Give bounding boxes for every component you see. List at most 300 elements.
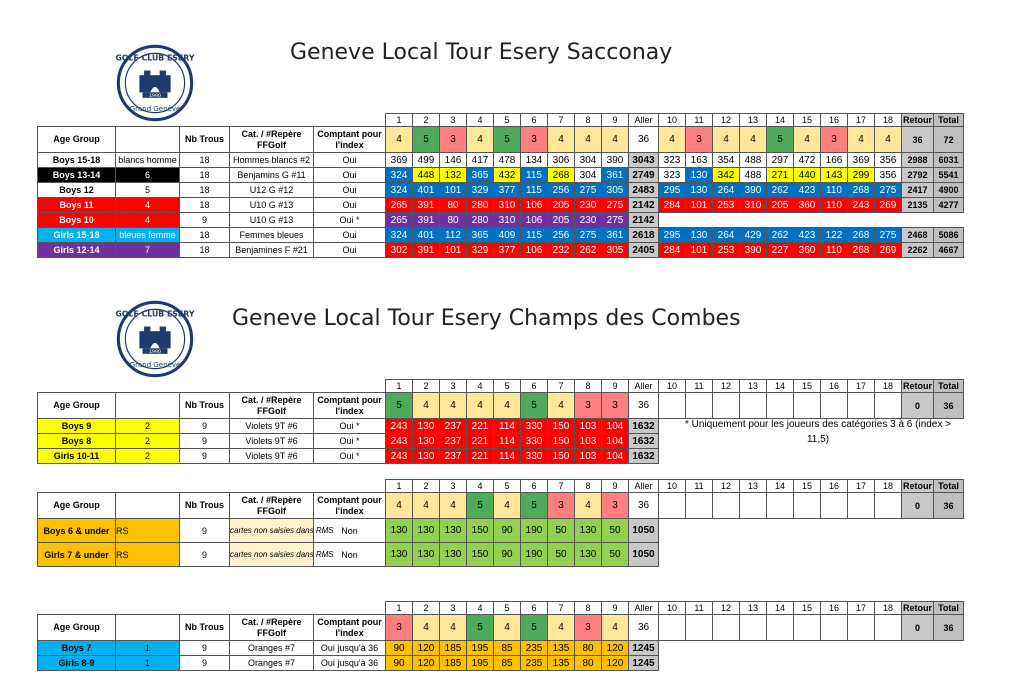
- hole-distance: 235: [521, 656, 548, 671]
- par-aller: 36: [629, 493, 659, 519]
- hole-number: 14: [767, 602, 794, 615]
- hole-distance: 190: [521, 519, 548, 543]
- spacer: [794, 656, 821, 671]
- par-value: 4: [440, 493, 467, 519]
- hole-distance: 264: [713, 228, 740, 243]
- spacer: [821, 543, 848, 567]
- hole-distance: 275: [602, 213, 629, 228]
- retour-total: 2262: [902, 243, 934, 258]
- hole-distance: 391: [413, 243, 440, 258]
- hole-distance: 472: [794, 153, 821, 168]
- tee-color: 1: [116, 656, 180, 671]
- spacer: [875, 519, 902, 543]
- hole-distance: 269: [875, 198, 902, 213]
- hole-distance: 130: [575, 543, 602, 567]
- hole-number: 11: [686, 380, 713, 393]
- aller-total: 1245: [629, 641, 659, 656]
- hole-distance: 115: [521, 183, 548, 198]
- hole-number: 2: [413, 602, 440, 615]
- hole-distance: 135: [548, 641, 575, 656]
- hole-distance: 114: [494, 434, 521, 449]
- spacer: [659, 419, 686, 434]
- hole-distance: 132: [440, 168, 467, 183]
- comptant: Oui: [314, 243, 386, 258]
- spacer: [794, 519, 821, 543]
- spacer: [740, 641, 767, 656]
- par-value: 4: [494, 393, 521, 419]
- retour-total: 2468: [902, 228, 934, 243]
- spacer: [314, 602, 386, 615]
- hole-number: 11: [686, 114, 713, 127]
- aller-header: Aller: [629, 114, 659, 127]
- hole-distance: 106: [521, 243, 548, 258]
- section-title-combes: Geneve Local Tour Esery Champs des Combes: [232, 306, 741, 331]
- club-logo: [116, 300, 194, 378]
- hole-distance: 323: [659, 168, 686, 183]
- hole-distance: 101: [686, 243, 713, 258]
- hole-number: 15: [794, 602, 821, 615]
- hole-distance: 243: [386, 419, 413, 434]
- comptant-header: Comptant pour l'index: [314, 615, 386, 641]
- age-group-header: Age Group: [38, 393, 116, 419]
- hole-distance: 122: [821, 228, 848, 243]
- hole-distance: 310: [740, 198, 767, 213]
- hole-number: 6: [521, 114, 548, 127]
- spacer: [686, 543, 713, 567]
- hole-distance: 50: [602, 543, 629, 567]
- hole-number: 13: [740, 602, 767, 615]
- hole-distance: 268: [848, 183, 875, 198]
- age-group-header: Age Group: [38, 615, 116, 641]
- hole-number: 1: [386, 380, 413, 393]
- hole-number: 10: [659, 480, 686, 493]
- spacer: [740, 213, 767, 228]
- hole-number: 2: [413, 114, 440, 127]
- hole-distance: 488: [740, 168, 767, 183]
- grand-total: 5541: [934, 168, 964, 183]
- tee-color: 5: [116, 183, 180, 198]
- hole-number: 18: [875, 380, 902, 393]
- age-group: Girls 8-9: [38, 656, 116, 671]
- hole-distance: 253: [713, 243, 740, 258]
- hole-distance: 377: [494, 243, 521, 258]
- par-value: 4: [440, 615, 467, 641]
- hole-distance: 329: [467, 183, 494, 198]
- spacer: [740, 449, 767, 464]
- hole-distance: 417: [467, 153, 494, 168]
- hole-number: 16: [821, 114, 848, 127]
- hole-distance: 391: [413, 198, 440, 213]
- hole-distance: 130: [686, 168, 713, 183]
- hole-number: 6: [521, 480, 548, 493]
- spacer: [659, 656, 686, 671]
- svg-text:GOLF CLUB ESERY: GOLF CLUB ESERY: [115, 53, 195, 63]
- hole-distance: 163: [686, 153, 713, 168]
- par-value: 4: [413, 493, 440, 519]
- nb-trous: 9: [180, 543, 230, 567]
- par-value: 4: [467, 127, 494, 153]
- spacer: [848, 656, 875, 671]
- hole-number: 3: [440, 114, 467, 127]
- nb-trous-header: Nb Trous: [180, 493, 230, 519]
- hole-number: 6: [521, 602, 548, 615]
- spacer: [767, 656, 794, 671]
- hole-distance: 310: [494, 213, 521, 228]
- hole-distance: 101: [440, 243, 467, 258]
- comptant-header: Comptant pour l'index: [314, 127, 386, 153]
- par-value: 4: [740, 127, 767, 153]
- spacer: [794, 641, 821, 656]
- age-group: Girls 10-11: [38, 449, 116, 464]
- par-value: 4: [548, 615, 575, 641]
- spacer: [767, 519, 794, 543]
- par-value: 3: [575, 615, 602, 641]
- age-group: Girls 7 & under: [38, 543, 116, 567]
- spacer: [875, 656, 902, 671]
- hole-number: 14: [767, 380, 794, 393]
- empty-cell: [740, 393, 767, 419]
- hole-distance: 265: [386, 198, 413, 213]
- hole-distance: 80: [440, 213, 467, 228]
- hole-distance: 324: [386, 168, 413, 183]
- hole-distance: 103: [575, 449, 602, 464]
- spacer: [314, 114, 386, 127]
- hole-distance: 356: [875, 153, 902, 168]
- spacer: [38, 480, 116, 493]
- spacer: [821, 213, 848, 228]
- nb-trous-header: Nb Trous: [180, 615, 230, 641]
- hole-distance: 135: [548, 656, 575, 671]
- spacer: [902, 213, 934, 228]
- spacer: [230, 114, 314, 127]
- hole-number: 5: [494, 114, 521, 127]
- hole-distance: 130: [686, 183, 713, 198]
- hole-number: 16: [821, 602, 848, 615]
- spacer: [902, 449, 934, 464]
- hole-distance: 330: [521, 434, 548, 449]
- nb-trous: 18: [180, 153, 230, 168]
- par-value: 4: [413, 615, 440, 641]
- empty-cell: [848, 493, 875, 519]
- age-group: Boys 10: [38, 213, 116, 228]
- nb-trous: 9: [180, 434, 230, 449]
- category: cartes non saisies dans RMS: [230, 543, 314, 567]
- hole-distance: 284: [659, 243, 686, 258]
- category: Oranges #7: [230, 656, 314, 671]
- spacer: [116, 380, 180, 393]
- age-group: Boys 11: [38, 198, 116, 213]
- aller-total: 1245: [629, 656, 659, 671]
- par-value: 5: [521, 393, 548, 419]
- hole-distance: 90: [494, 543, 521, 567]
- hole-distance: 243: [386, 434, 413, 449]
- hole-distance: 305: [602, 183, 629, 198]
- hole-distance: 130: [440, 519, 467, 543]
- par-aller: 36: [629, 393, 659, 419]
- age-group-header: Age Group: [38, 127, 116, 153]
- spacer: [38, 114, 116, 127]
- par-retour: 0: [902, 393, 934, 419]
- par-value: 3: [440, 127, 467, 153]
- age-group-header: Age Group: [38, 493, 116, 519]
- age-group: Boys 12: [38, 183, 116, 198]
- nb-trous-header: Nb Trous: [180, 393, 230, 419]
- hole-distance: 50: [548, 543, 575, 567]
- par-value: 5: [386, 393, 413, 419]
- svg-text:Grand Genève: Grand Genève: [129, 360, 181, 370]
- hole-number: 7: [548, 114, 575, 127]
- par-value: 4: [548, 393, 575, 419]
- hole-number: 18: [875, 114, 902, 127]
- hole-distance: 409: [494, 228, 521, 243]
- hole-distance: 423: [794, 228, 821, 243]
- hole-distance: 190: [521, 543, 548, 567]
- hole-distance: 280: [467, 213, 494, 228]
- comptant: Oui: [314, 228, 386, 243]
- tee-header: [116, 493, 180, 519]
- hole-distance: 360: [794, 243, 821, 258]
- par-value: 4: [602, 615, 629, 641]
- tee-color: 2: [116, 449, 180, 464]
- comptant-header: Comptant pour l'index: [314, 493, 386, 519]
- empty-cell: [740, 493, 767, 519]
- spacer: [794, 543, 821, 567]
- hole-number: 13: [740, 380, 767, 393]
- par-value: 4: [875, 127, 902, 153]
- hole-number: 9: [602, 114, 629, 127]
- empty-cell: [875, 493, 902, 519]
- spacer: [314, 380, 386, 393]
- aller-total: 2749: [629, 168, 659, 183]
- hole-number: 12: [713, 480, 740, 493]
- hole-distance: 130: [413, 434, 440, 449]
- spacer: [38, 380, 116, 393]
- hole-distance: 391: [413, 213, 440, 228]
- aller-header: Aller: [629, 480, 659, 493]
- age-group: Boys 15-18: [38, 153, 116, 168]
- index-note: * Uniquement pour les joueurs des catégories 3 à 6 (index > 11,5): [685, 419, 951, 445]
- spacer: [875, 213, 902, 228]
- hole-number: 17: [848, 114, 875, 127]
- hole-distance: 205: [548, 198, 575, 213]
- aller-total: 2483: [629, 183, 659, 198]
- hole-distance: 448: [413, 168, 440, 183]
- nb-trous: 9: [180, 656, 230, 671]
- hole-distance: 90: [386, 656, 413, 671]
- hole-distance: 130: [413, 519, 440, 543]
- category: U10 G #13: [230, 198, 314, 213]
- spacer: [875, 543, 902, 567]
- aller-total: 1050: [629, 519, 659, 543]
- empty-cell: [794, 393, 821, 419]
- hole-distance: 365: [467, 168, 494, 183]
- empty-cell: [794, 615, 821, 641]
- hole-distance: 130: [413, 543, 440, 567]
- empty-cell: [713, 393, 740, 419]
- tee-color: 7: [116, 243, 180, 258]
- par-value: 3: [521, 127, 548, 153]
- category: Oranges #7: [230, 641, 314, 656]
- section-title-sacconay: Geneve Local Tour Esery Sacconay: [290, 40, 673, 65]
- spacer: [180, 114, 230, 127]
- category: cartes non saisies dans RMS: [230, 519, 314, 543]
- spacer: [686, 449, 713, 464]
- nb-trous: 9: [180, 213, 230, 228]
- category: Femmes bleues: [230, 228, 314, 243]
- hole-number: 15: [794, 480, 821, 493]
- spacer: [659, 641, 686, 656]
- hole-number: 8: [575, 380, 602, 393]
- hole-number: 10: [659, 602, 686, 615]
- hole-distance: 280: [467, 198, 494, 213]
- hole-number: 11: [686, 480, 713, 493]
- hole-distance: 232: [548, 243, 575, 258]
- hole-distance: 499: [413, 153, 440, 168]
- grand-total: 6031: [934, 153, 964, 168]
- par-total: 36: [934, 493, 964, 519]
- spacer: [659, 434, 686, 449]
- hole-number: 4: [467, 480, 494, 493]
- hole-distance: 150: [467, 519, 494, 543]
- empty-cell: [821, 615, 848, 641]
- hole-distance: 150: [548, 449, 575, 464]
- hole-number: 3: [440, 480, 467, 493]
- hole-distance: 104: [602, 419, 629, 434]
- scorecard-table-combes-rs: [37, 479, 964, 567]
- par-aller: 36: [629, 615, 659, 641]
- tee-color: 2: [116, 434, 180, 449]
- hole-distance: 205: [548, 213, 575, 228]
- hole-number: 16: [821, 480, 848, 493]
- hole-distance: 90: [494, 519, 521, 543]
- hole-number: 17: [848, 602, 875, 615]
- tee-color: 6: [116, 168, 180, 183]
- comptant: Oui: [314, 168, 386, 183]
- cat-header: Cat. / #Repère FFGolf: [230, 493, 314, 519]
- hole-distance: 130: [686, 228, 713, 243]
- hole-distance: 130: [386, 519, 413, 543]
- spacer: [794, 213, 821, 228]
- grand-total: 5086: [934, 228, 964, 243]
- hole-distance: 243: [848, 198, 875, 213]
- empty-cell: [848, 393, 875, 419]
- spacer: [713, 519, 740, 543]
- hole-number: 14: [767, 114, 794, 127]
- hole-distance: 80: [575, 641, 602, 656]
- spacer: [934, 449, 964, 464]
- category: U10 G #13: [230, 213, 314, 228]
- retour-header: Retour: [903, 115, 932, 125]
- hole-number: 18: [875, 602, 902, 615]
- hole-distance: 360: [794, 198, 821, 213]
- hole-distance: 306: [548, 153, 575, 168]
- hole-distance: 112: [440, 228, 467, 243]
- retour-total: 2135: [902, 198, 934, 213]
- spacer: [902, 656, 934, 671]
- nb-trous: 18: [180, 198, 230, 213]
- par-value: 4: [386, 127, 413, 153]
- cat-header: Cat. / #Repère FFGolf: [230, 127, 314, 153]
- spacer: [848, 519, 875, 543]
- spacer: [902, 641, 934, 656]
- hole-distance: 275: [875, 183, 902, 198]
- comptant: Oui *: [314, 449, 386, 464]
- hole-distance: 275: [575, 183, 602, 198]
- hole-distance: 342: [713, 168, 740, 183]
- spacer: [659, 449, 686, 464]
- hole-distance: 103: [575, 419, 602, 434]
- spacer: [314, 480, 386, 493]
- hole-distance: 271: [767, 168, 794, 183]
- hole-distance: 354: [713, 153, 740, 168]
- hole-distance: 297: [767, 153, 794, 168]
- hole-distance: 90: [386, 641, 413, 656]
- par-value: 3: [686, 127, 713, 153]
- hole-distance: 205: [767, 198, 794, 213]
- aller-header: Aller: [629, 602, 659, 615]
- hole-number: 8: [575, 114, 602, 127]
- hole-number: 10: [659, 380, 686, 393]
- hole-number: 9: [602, 602, 629, 615]
- empty-cell: [848, 615, 875, 641]
- hole-distance: 401: [413, 183, 440, 198]
- total-header: Total: [934, 602, 964, 615]
- empty-cell: [875, 615, 902, 641]
- hole-distance: 150: [467, 543, 494, 567]
- grand-total: 4667: [934, 243, 964, 258]
- category: Benjamins G #11: [230, 168, 314, 183]
- par-value: 3: [386, 615, 413, 641]
- spacer: [902, 519, 934, 543]
- hole-number: 17: [848, 380, 875, 393]
- hole-distance: 262: [767, 183, 794, 198]
- empty-cell: [767, 493, 794, 519]
- hole-number: 9: [602, 380, 629, 393]
- nb-trous: 18: [180, 183, 230, 198]
- empty-cell: [875, 393, 902, 419]
- hole-distance: 302: [386, 243, 413, 258]
- par-value: 4: [548, 127, 575, 153]
- tee-header: [116, 393, 180, 419]
- hole-distance: 120: [602, 656, 629, 671]
- spacer: [902, 543, 934, 567]
- spacer: [659, 543, 686, 567]
- hole-distance: 221: [467, 419, 494, 434]
- hole-distance: 390: [740, 243, 767, 258]
- hole-number: 4: [467, 602, 494, 615]
- hole-distance: 324: [386, 228, 413, 243]
- hole-distance: 103: [575, 434, 602, 449]
- spacer: [180, 602, 230, 615]
- par-value: 3: [602, 493, 629, 519]
- hole-distance: 262: [767, 228, 794, 243]
- hole-distance: 330: [521, 449, 548, 464]
- hole-distance: 130: [575, 519, 602, 543]
- par-retour: 0: [902, 493, 934, 519]
- age-group: Girls 15-18: [38, 228, 116, 243]
- retour-total: 2792: [902, 168, 934, 183]
- svg-text:GOLF CLUB ESERY: GOLF CLUB ESERY: [115, 309, 195, 319]
- spacer: [934, 641, 964, 656]
- par-total: 36: [934, 615, 964, 641]
- hole-distance: 243: [386, 449, 413, 464]
- empty-cell: [767, 393, 794, 419]
- spacer: [659, 519, 686, 543]
- hole-distance: 478: [494, 153, 521, 168]
- nb-trous: 18: [180, 228, 230, 243]
- hole-distance: 221: [467, 449, 494, 464]
- par-total: 36: [934, 393, 964, 419]
